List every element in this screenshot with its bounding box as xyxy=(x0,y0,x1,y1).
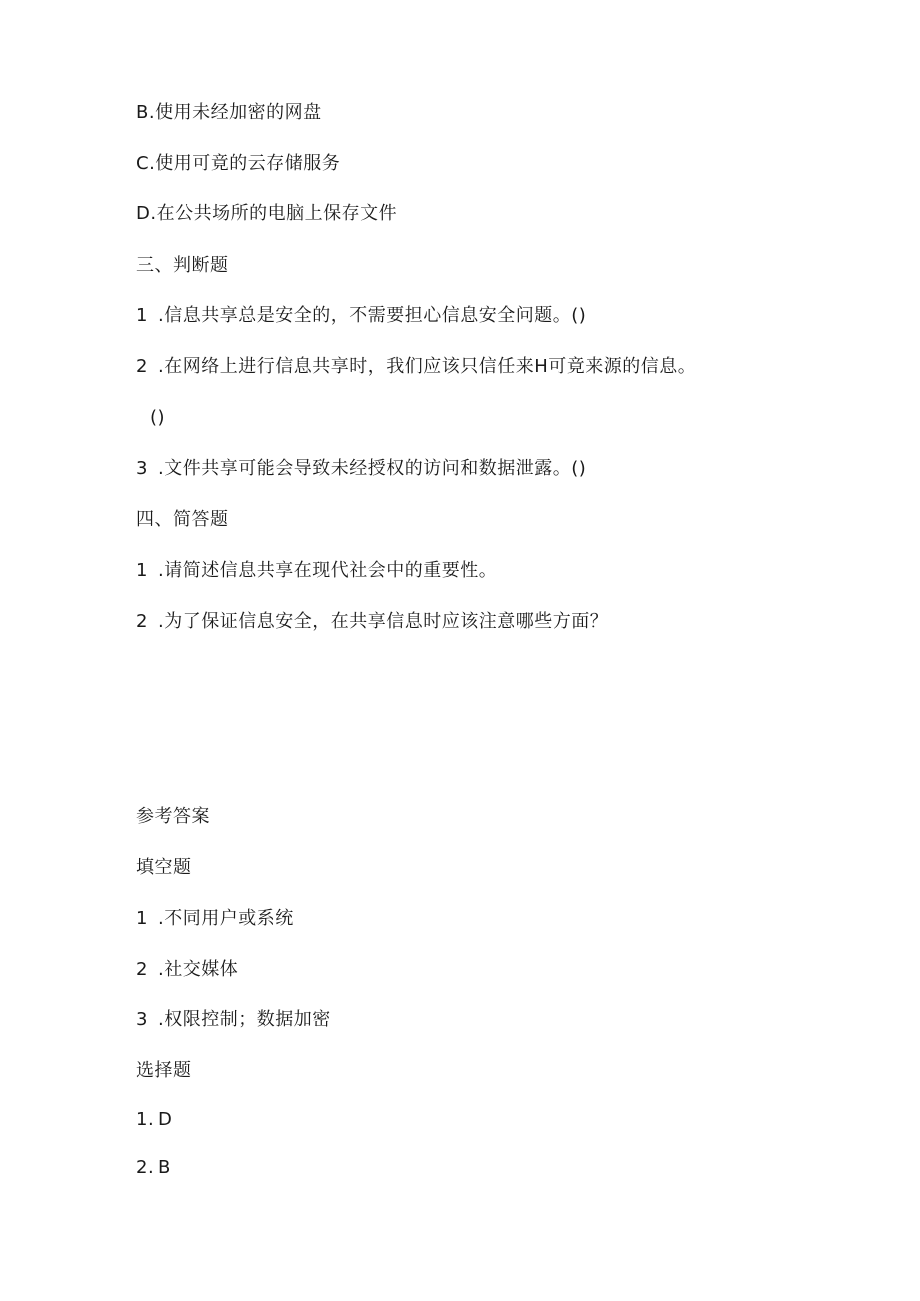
judgment-item xyxy=(136,355,696,379)
option-d: D.在公共场所的电脑上保存文件 xyxy=(136,203,398,224)
answer-item xyxy=(136,958,238,982)
item-number: 2 xyxy=(136,611,148,632)
judgment-item-continuation: () xyxy=(150,407,166,428)
short-answer-heading: 四、简答题 xyxy=(136,509,229,530)
item-text: .为了保证信息安全，在共享信息时应该注意哪些方面？ xyxy=(158,611,609,632)
item-text: .文件共享可能会导致未经授权的访问和数据泄露。() xyxy=(158,458,587,479)
item-text: .信息共享总是安全的，不需要担心信息安全问题。() xyxy=(158,305,587,326)
item-number: 3 xyxy=(136,1009,148,1030)
item-number: 1 xyxy=(136,305,148,326)
short-answer-item xyxy=(136,559,497,583)
option-c: C.使用可竟的云存储服务 xyxy=(136,153,341,174)
item-number: 3 xyxy=(136,458,148,479)
item-text: .不同用户或系统 xyxy=(158,908,294,929)
item-text: .请简述信息共享在现代社会中的重要性。 xyxy=(158,560,498,581)
item-text: D xyxy=(158,1109,173,1130)
judgment-item xyxy=(136,304,586,328)
choice-heading: 选择题 xyxy=(136,1060,192,1081)
item-number: 2 xyxy=(136,356,148,377)
item-text: B xyxy=(158,1157,171,1178)
item-number: 2 xyxy=(136,959,148,980)
fill-blank-heading: 填空题 xyxy=(136,857,192,878)
answer-item xyxy=(136,1008,331,1032)
item-number: 1 xyxy=(136,560,148,581)
item-number: 2. xyxy=(136,1157,155,1178)
answer-item xyxy=(136,907,294,931)
item-number: 1. xyxy=(136,1109,155,1130)
option-b: B.使用未经加密的网盘 xyxy=(136,102,322,123)
short-answer-item xyxy=(136,610,608,634)
item-number: 1 xyxy=(136,908,148,929)
answer-item xyxy=(136,1108,172,1132)
answer-item xyxy=(136,1156,171,1180)
judgment-item xyxy=(136,457,586,481)
judgment-heading: 三、判断题 xyxy=(136,255,229,276)
item-text: .社交媒体 xyxy=(158,959,239,980)
item-text: .在网络上进行信息共享时，我们应该只信任来H可竟来源的信息。 xyxy=(158,356,697,377)
answers-heading: 参考答案 xyxy=(136,806,210,827)
item-text: .权限控制；数据加密 xyxy=(158,1009,331,1030)
